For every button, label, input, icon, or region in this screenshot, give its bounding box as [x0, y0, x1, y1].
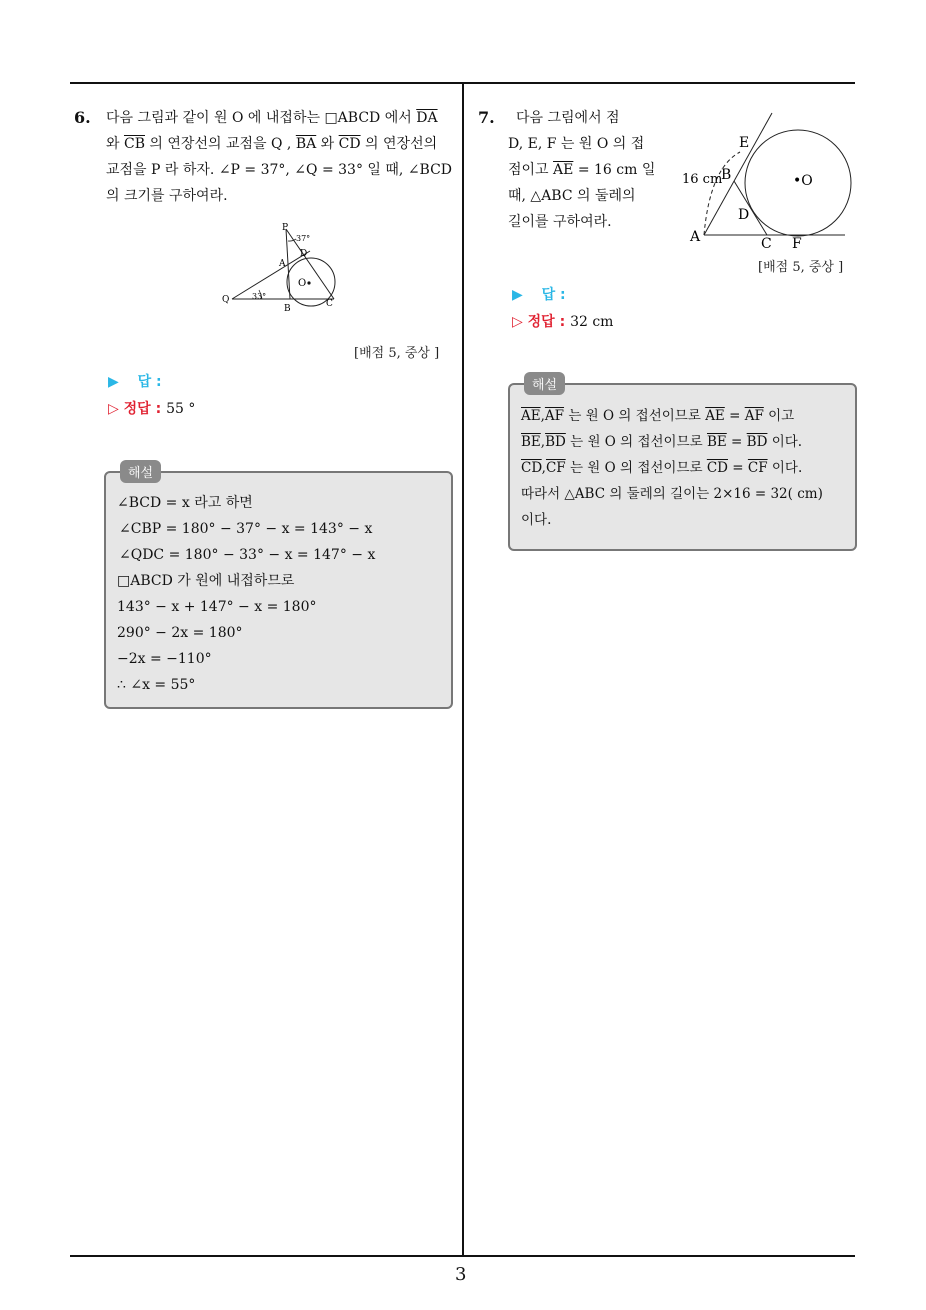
q7-sol-line-4: 따라서 △ABC 의 둘레의 길이는 2×16 = 32( cm) [521, 486, 823, 502]
red-triangle-outline-icon: ▷ [512, 314, 523, 330]
column-divider [462, 82, 464, 1256]
q6-line-1: 다음 그림과 같이 원 O 에 내접하는 □ABCD 에서 $\overline{DA}$ [106, 110, 438, 126]
fig6-label-q: Q [222, 295, 230, 305]
fig7-label-b: B [721, 167, 732, 183]
q6-correct-label: 정답 : [123, 401, 162, 417]
question-7-text [508, 105, 668, 235]
q7-sol-line-2: $\overline{BE},\overline{BD}$ 는 원 O 의 접선이므로 $\overline{BE} = \overline{BD}$ 이다. [521, 434, 803, 450]
q7-line-1: 다음 그림에서 점 [516, 110, 620, 126]
fig6-label-d: D [300, 249, 308, 259]
fig7-label-c: C [761, 236, 772, 252]
q7-score: [배점 5, 중상 ] [758, 260, 844, 275]
q6-sol-line-7: −2x = −110° [117, 651, 212, 667]
q7-sol-line-3: $\overline{CD},\overline{CF}$ 는 원 O 의 접선이므로 $\overline{CD} = \overline{CF}$ 이다. [521, 460, 803, 476]
q6-line-4: 의 크기를 구하여라. [106, 188, 228, 204]
q7-sol-line-1: $\overline{AE},\overline{AF}$ 는 원 O 의 접선이므로 $\overline{AE} = \overline{AF}$ 이고 [521, 408, 795, 424]
q6-answer-label: 답 : [137, 374, 162, 390]
q6-correct-value: 55 ° [166, 401, 196, 417]
q6-sol-line-5: 143° − x + 147° − x = 180° [117, 599, 317, 615]
q6-score: [배점 5, 중상 ] [354, 346, 440, 361]
fig6-label-p: P [282, 223, 289, 233]
q7-answer-row [512, 284, 566, 304]
fig6-label-c: C [326, 299, 333, 309]
red-triangle-outline-icon: ▷ [108, 401, 119, 417]
q7-line-5: 길이를 구하여라. [508, 214, 612, 230]
q6-figure [218, 220, 344, 315]
blue-triangle-icon: ▶ [512, 287, 523, 303]
question-6-text [106, 105, 456, 209]
q6-line-3: 교점을 P 라 하자. ∠P = 37°, ∠Q = 33° 일 때, ∠BCD [106, 162, 453, 178]
fig7-label-a: A [690, 229, 701, 245]
bottom-rule [70, 1255, 855, 1257]
q7-correct-label: 정답 : [527, 314, 566, 330]
q6-solution-tab: 해설 [120, 460, 161, 483]
q6-sol-line-6: 290° − 2x = 180° [117, 625, 243, 641]
q7-solution-tab: 해설 [524, 372, 565, 395]
fig7-label-o: •O [793, 173, 813, 189]
fig7-label-f: F [792, 236, 802, 252]
q6-solution-lines [117, 490, 375, 698]
q6-line-2: 와 $\overline{CB}$ 의 연장선의 교점을 Q , $\overline{BA}$ 와 $\overline{CD}$ 의 연장선의 [106, 136, 438, 152]
q6-answer-row [108, 371, 162, 391]
q7-line-2: D, E, F 는 원 O 의 접 [508, 136, 645, 152]
q6-correct-row [108, 398, 195, 418]
page-number: 3 [455, 1264, 467, 1285]
fig6-label-o: O [298, 278, 307, 289]
fig6-label-angle-p: 37° [296, 234, 311, 243]
question-7-number: 7. [478, 108, 495, 127]
q7-solution-lines [521, 403, 823, 533]
q6-sol-line-4: □ABCD 가 원에 내접하므로 [117, 573, 295, 589]
q7-line-4: 때, △ABC 의 둘레의 [508, 188, 636, 204]
q7-figure [680, 108, 860, 253]
fig6-label-a: A [279, 259, 286, 269]
question-6-number: 6. [74, 108, 91, 127]
fig7-label-length: 16 cm [682, 172, 723, 187]
q6-sol-line-2: ∠CBP = 180° − 37° − x = 143° − x [119, 521, 373, 537]
blue-triangle-icon: ▶ [108, 374, 119, 390]
fig7-label-e: E [739, 135, 750, 151]
q7-correct-row [512, 311, 613, 331]
q7-sol-line-5: 이다. [521, 512, 552, 528]
fig6-label-angle-q: 33° [252, 292, 267, 301]
q7-answer-label: 답 : [541, 287, 566, 303]
q6-sol-line-1: ∠BCD = x 라고 하면 [117, 495, 253, 511]
q6-sol-line-3: ∠QDC = 180° − 33° − x = 147° − x [119, 547, 376, 563]
q7-line-3: 점이고 $\overline{AE} = 16$ cm 일 [508, 162, 656, 178]
q7-correct-value: 32 cm [570, 314, 614, 330]
fig6-label-b: B [284, 304, 291, 314]
fig7-label-d: D [738, 207, 750, 223]
q6-sol-line-8: ∴ ∠x = 55° [117, 677, 196, 693]
